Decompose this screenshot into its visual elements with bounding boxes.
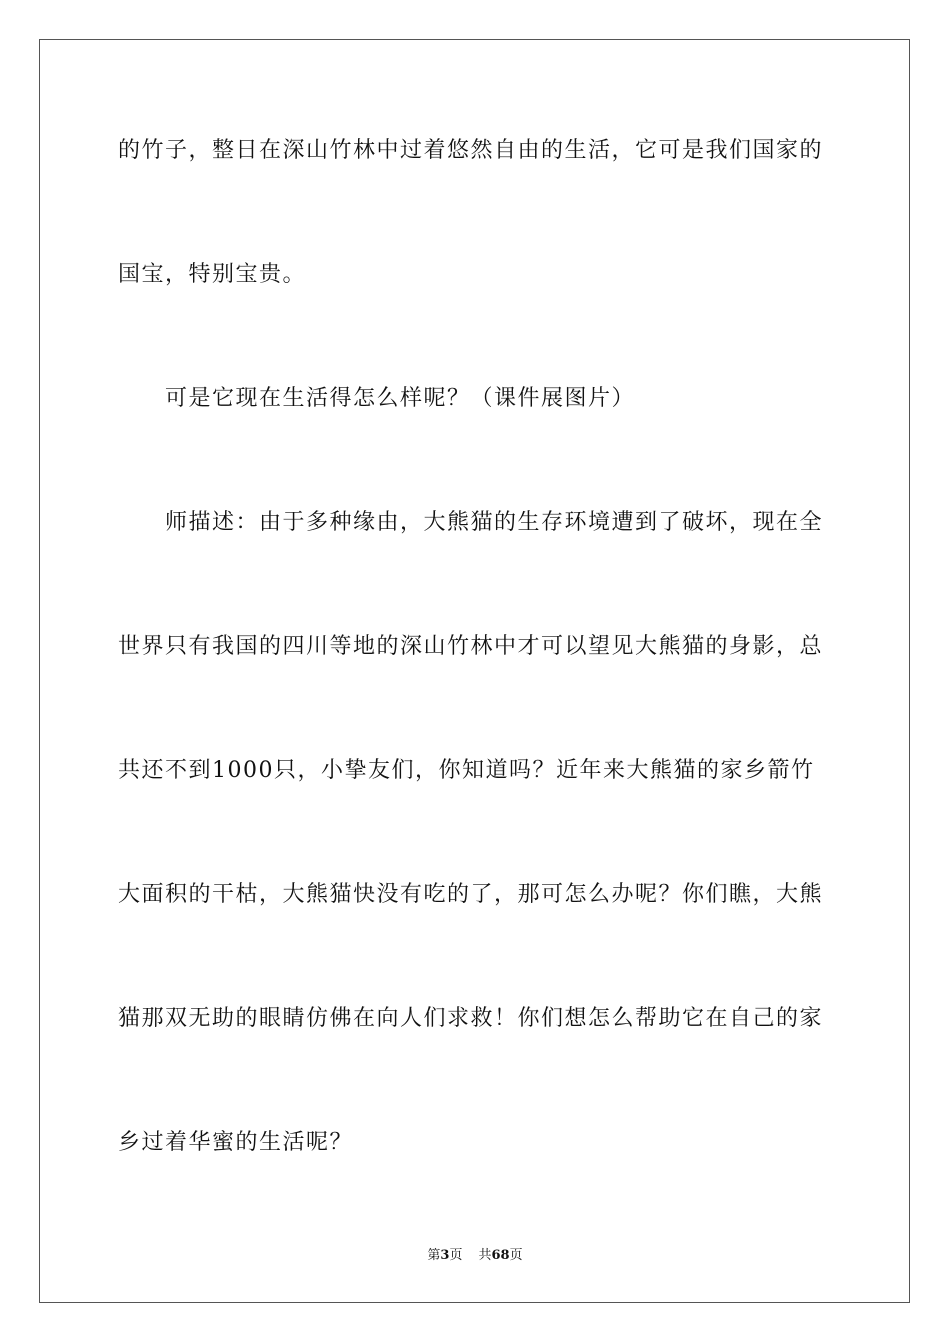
footer-total-pages: 68 bbox=[491, 1248, 510, 1263]
text-line-8: 猫那双无助的眼睛仿佛在向人们求救！你们想怎么帮助它在自己的家 bbox=[118, 1006, 824, 1031]
page-footer bbox=[0, 1247, 950, 1265]
footer-page-prefix: 第 bbox=[427, 1248, 441, 1263]
text-line-6: 共还不到1000只，小挚友们，你知道吗？近年来大熊猫的家乡箭竹 bbox=[118, 758, 815, 783]
footer-total-suffix: 页 bbox=[509, 1248, 523, 1263]
text-line-3: 可是它现在生活得怎么样呢？（课件展图片） bbox=[165, 386, 636, 411]
text-line-4: 师描述：由于多种缘由，大熊猫的生存环境遭到了破坏，现在全 bbox=[165, 510, 824, 535]
footer-page-number: 3 bbox=[440, 1248, 450, 1263]
footer-page-suffix: 页 bbox=[449, 1248, 463, 1263]
page-border bbox=[39, 39, 910, 1303]
text-line-1: 的竹子，整日在深山竹林中过着悠然自由的生活，它可是我们国家的 bbox=[118, 138, 824, 163]
text-line-2: 国宝，特别宝贵。 bbox=[118, 262, 307, 287]
text-line-9: 乡过着华蜜的生活呢？ bbox=[118, 1130, 354, 1155]
footer-total-prefix: 共 bbox=[478, 1248, 492, 1263]
text-line-5: 世界只有我国的四川等地的深山竹林中才可以望见大熊猫的身影，总 bbox=[118, 634, 824, 659]
text-line-7: 大面积的干枯，大熊猫快没有吃的了，那可怎么办呢？你们瞧，大熊 bbox=[118, 882, 824, 907]
